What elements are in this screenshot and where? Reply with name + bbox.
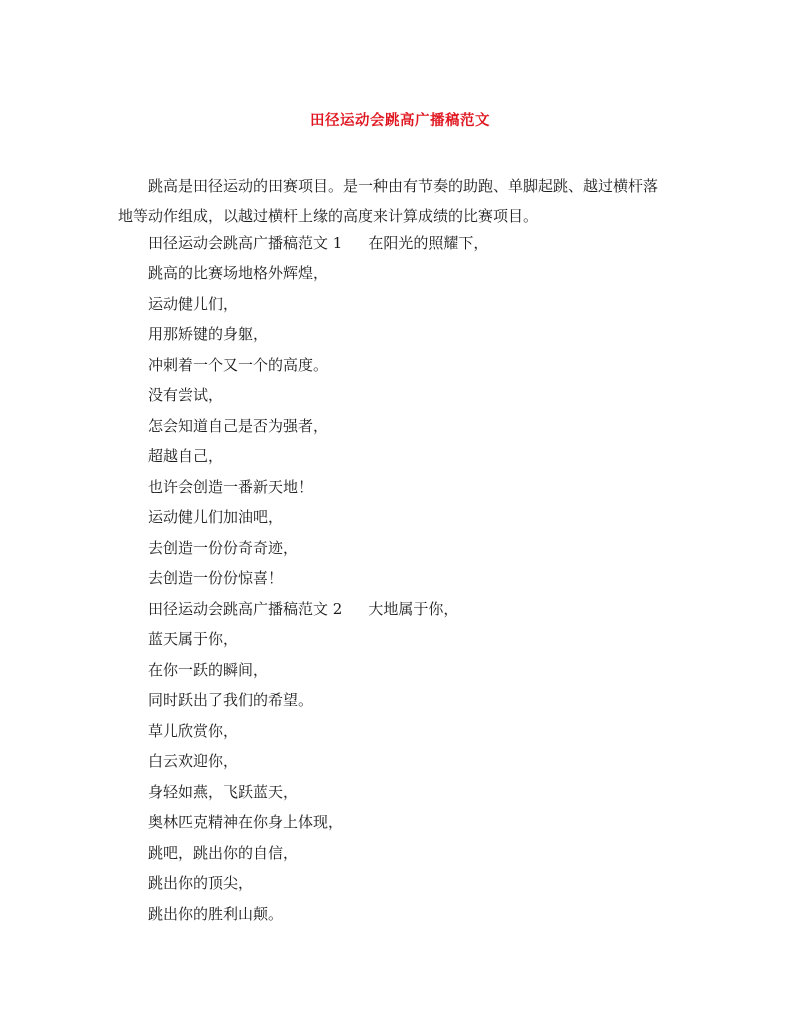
poem-line: 跳出你的顶尖， (148, 874, 254, 892)
intro-paragraph (118, 171, 698, 231)
poem-line: 超越自己， (148, 447, 224, 465)
section2-first-line: 大地属于你， (368, 600, 459, 618)
section1-first-line: 在阳光的照耀下， (368, 234, 489, 252)
poem-line: 跳出你的胜利山颠。 (148, 905, 284, 923)
poem-line: 冲刺着一个又一个的高度。 (148, 356, 329, 374)
poem-line: 怎会知道自己是否为强者， (148, 417, 329, 435)
poem-line: 没有尝试， (148, 386, 224, 404)
poem-line: 奥林匹克精神在你身上体现， (148, 813, 344, 831)
poem-line: 身轻如燕，飞跃蓝天， (148, 783, 299, 801)
section2-heading: 田径运动会跳高广播稿范文 2 (148, 600, 343, 618)
poem-line: 跳高的比赛场地格外辉煌， (148, 264, 329, 282)
intro-line-1: 跳高是田径运动的田赛项目。是一种由有节奏的助跑、单脚起跳、越过横杆落 (148, 177, 659, 195)
poem-line: 运动健儿们， (148, 295, 239, 313)
section1-heading: 田径运动会跳高广播稿范文 1 (148, 234, 343, 252)
poem-line: 也许会创造一番新天地！ (148, 478, 314, 496)
section1-heading-line (148, 233, 488, 253)
poem-line: 在你一跃的瞬间， (148, 661, 269, 679)
poem-line: 用那矫键的身躯， (148, 325, 269, 343)
poem-line: 去创造一份份奇奇迹， (148, 539, 299, 557)
document-title: 田径运动会跳高广播稿范文 (310, 112, 490, 129)
poem-line: 去创造一份份惊喜！ (148, 569, 284, 587)
poem-line: 白云欢迎你， (148, 752, 239, 770)
poem-line: 跳吧，跳出你的自信， (148, 844, 299, 862)
poem-line: 蓝天属于你， (148, 630, 239, 648)
section2-heading-line (148, 599, 458, 619)
poem-line: 草儿欣赏你， (148, 722, 239, 740)
intro-line-2: 地等动作组成，以越过横杆上缘的高度来计算成绩的比赛项目。 (118, 207, 539, 225)
poem-line: 同时跃出了我们的希望。 (148, 691, 314, 709)
poem-line: 运动健儿们加油吧， (148, 508, 284, 526)
